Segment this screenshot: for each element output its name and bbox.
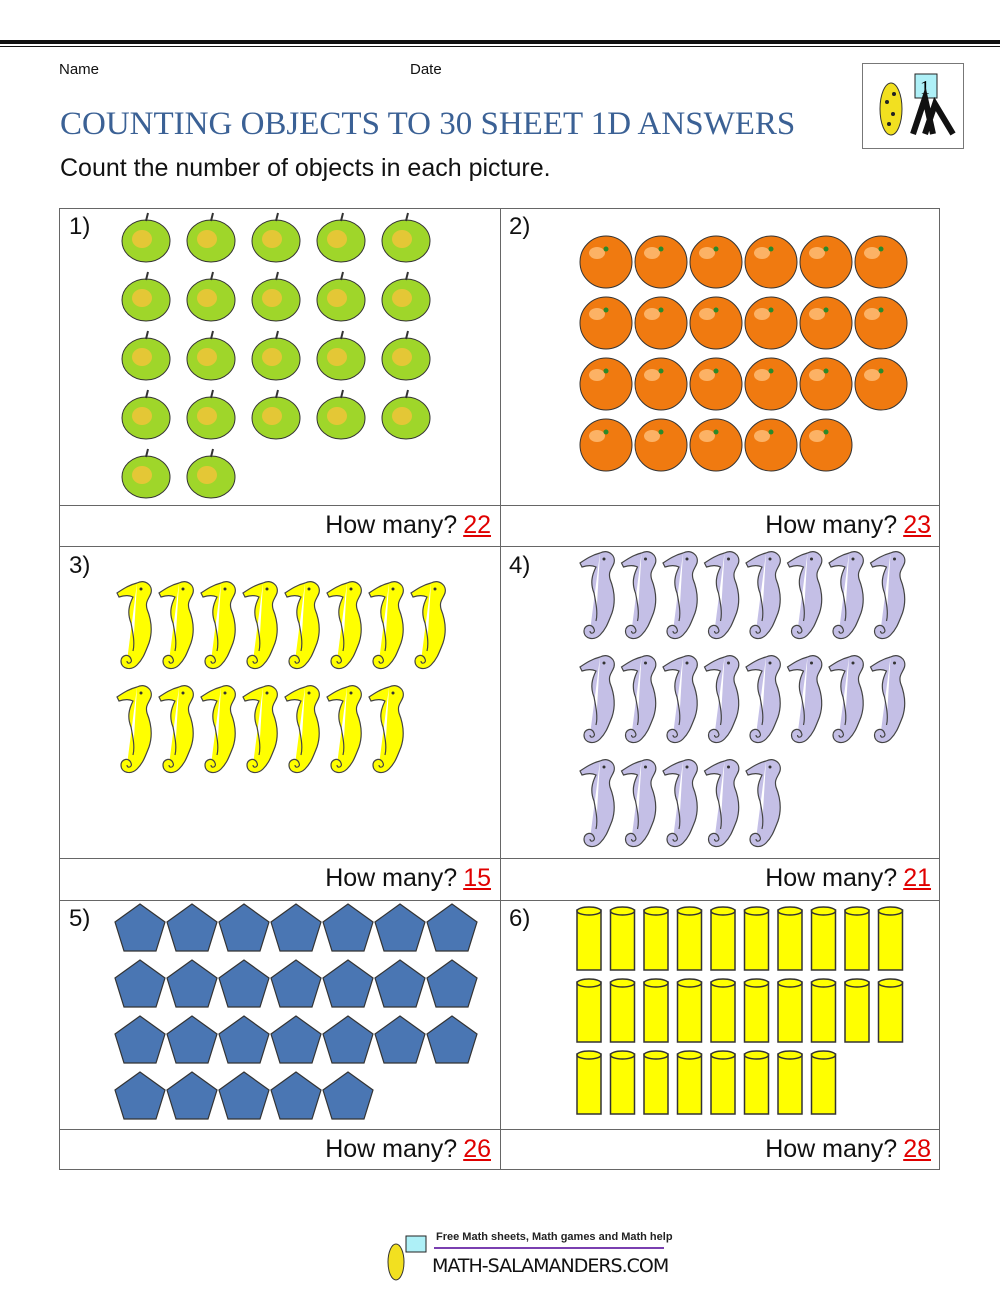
page-title: COUNTING OBJECTS TO 30 SHEET 1D ANSWERS <box>60 106 796 142</box>
apple-icon <box>317 272 365 321</box>
pentagon-icon <box>167 960 217 1007</box>
problem-number: 6) <box>509 905 531 932</box>
cylinder-icon <box>644 907 668 970</box>
problem-number: 1) <box>69 213 91 240</box>
salamander-logo-icon <box>862 63 964 149</box>
pentagon-icon <box>271 1016 321 1063</box>
pentagon-icon <box>323 904 373 951</box>
orange-icon <box>745 419 797 471</box>
seahorse-icon <box>705 760 739 847</box>
problem-number: 5) <box>69 905 91 932</box>
apple-icon <box>317 331 365 380</box>
cylinder-icon <box>678 979 702 1042</box>
pentagon-icon <box>323 960 373 1007</box>
apple-icon <box>252 331 300 380</box>
apple-icon <box>382 331 430 380</box>
answer-line <box>765 1133 931 1165</box>
seahorse-icon <box>622 656 656 743</box>
pentagon-icon <box>271 904 321 951</box>
orange-icon <box>690 297 742 349</box>
orange-icon <box>855 236 907 288</box>
seahorse-icon <box>788 552 822 639</box>
answer-value: 26 <box>463 1135 491 1163</box>
pentagon-icon <box>323 1016 373 1063</box>
orange-icon <box>800 297 852 349</box>
orange-icon <box>800 236 852 288</box>
question-label: How many? <box>765 864 898 892</box>
salamander-footer-icon <box>380 1232 430 1284</box>
problem-number: 2) <box>509 213 531 240</box>
cylinder-icon <box>879 979 903 1042</box>
pentagon-icon <box>271 960 321 1007</box>
seahorse-icon <box>580 552 614 639</box>
pentagon-icon <box>167 1072 217 1119</box>
apple-icon <box>317 213 365 262</box>
apple-icon <box>317 390 365 439</box>
problem-number: 4) <box>509 552 531 579</box>
seahorse-icon <box>746 760 780 847</box>
orange-icon <box>580 236 632 288</box>
seahorse-icon <box>622 760 656 847</box>
seahorse-icon <box>746 552 780 639</box>
pentagon-icon <box>115 1072 165 1119</box>
seahorse-icon <box>411 582 445 669</box>
cylinder-icon <box>577 1051 601 1114</box>
orange-icon <box>855 358 907 410</box>
apple-icon <box>187 390 235 439</box>
seahorse-icon <box>243 582 277 669</box>
seahorse-icon <box>285 686 319 773</box>
seahorse-icon <box>580 760 614 847</box>
cylinder-icon <box>611 1051 635 1114</box>
pentagon-icon <box>427 904 477 951</box>
apple-icon <box>187 331 235 380</box>
orange-icon <box>745 236 797 288</box>
problem-number: 3) <box>69 552 91 579</box>
apple-icon <box>382 213 430 262</box>
seahorse-icon <box>705 656 739 743</box>
orange-icon <box>690 358 742 410</box>
cylinder-icon <box>678 1051 702 1114</box>
logo-badge: 1 <box>920 77 930 99</box>
seahorse-icon <box>663 760 697 847</box>
seahorse-icon <box>243 686 277 773</box>
seahorse-icon <box>871 552 905 639</box>
seahorse-icon <box>705 552 739 639</box>
cylinder-icon <box>745 1051 769 1114</box>
orange-icon <box>635 236 687 288</box>
pentagon-icon <box>375 1016 425 1063</box>
orange-icon <box>635 297 687 349</box>
orange-icon <box>855 297 907 349</box>
cylinder-icon <box>879 907 903 970</box>
answer-value: 21 <box>903 864 931 892</box>
seahorse-icon <box>159 582 193 669</box>
cylinder-icon <box>812 979 836 1042</box>
footer-site: MATH-SALAMANDERS.COM <box>432 1255 669 1277</box>
apple-icon <box>122 449 170 498</box>
seahorse-icon <box>369 686 403 773</box>
apple-icon <box>252 213 300 262</box>
cylinder-icon <box>577 979 601 1042</box>
pentagon-icon <box>167 1016 217 1063</box>
cylinder-icon <box>845 907 869 970</box>
pentagon-icon <box>323 1072 373 1119</box>
pentagon-icon <box>219 1016 269 1063</box>
question-label: How many? <box>325 511 458 539</box>
apple-icon <box>252 390 300 439</box>
apple-icon <box>122 272 170 321</box>
pentagon-icon <box>115 904 165 951</box>
apple-icon <box>382 272 430 321</box>
orange-icon <box>580 419 632 471</box>
seahorse-icon <box>622 552 656 639</box>
top-rule <box>0 40 1000 44</box>
cylinder-icon <box>711 979 735 1042</box>
question-label: How many? <box>765 1135 898 1163</box>
seahorse-icon <box>327 582 361 669</box>
pentagon-icon <box>271 1072 321 1119</box>
orange-icon <box>800 419 852 471</box>
instructions: Count the number of objects in each picture. <box>60 154 551 182</box>
answer-line <box>325 1133 491 1165</box>
seahorse-icon <box>580 656 614 743</box>
cylinder-icon <box>812 907 836 970</box>
objects-layer <box>60 209 939 1169</box>
pentagon-icon <box>219 960 269 1007</box>
orange-icon <box>635 419 687 471</box>
orange-icon <box>745 358 797 410</box>
date-label: Date <box>410 61 442 78</box>
seahorse-icon <box>746 656 780 743</box>
apple-icon <box>122 331 170 380</box>
seahorse-icon <box>285 582 319 669</box>
cylinder-icon <box>845 979 869 1042</box>
seahorse-icon <box>201 582 235 669</box>
pentagon-icon <box>219 904 269 951</box>
footer-divider <box>434 1247 664 1249</box>
seahorse-icon <box>871 656 905 743</box>
cylinder-icon <box>678 907 702 970</box>
orange-icon <box>745 297 797 349</box>
apple-icon <box>252 272 300 321</box>
cylinder-icon <box>778 907 802 970</box>
question-label: How many? <box>325 864 458 892</box>
answer-value: 23 <box>903 511 931 539</box>
cylinder-icon <box>644 1051 668 1114</box>
answer-line <box>325 862 491 894</box>
top-rule-thin <box>0 46 1000 47</box>
seahorse-icon <box>201 686 235 773</box>
pentagon-icon <box>167 904 217 951</box>
apple-icon <box>382 390 430 439</box>
answer-value: 28 <box>903 1135 931 1163</box>
orange-icon <box>635 358 687 410</box>
pentagon-icon <box>375 904 425 951</box>
seahorse-icon <box>117 582 151 669</box>
answer-value: 22 <box>463 511 491 539</box>
pentagon-icon <box>427 1016 477 1063</box>
problem-grid <box>59 208 940 1170</box>
cylinder-icon <box>611 907 635 970</box>
cylinder-icon <box>644 979 668 1042</box>
question-label: How many? <box>765 511 898 539</box>
cylinder-icon <box>711 1051 735 1114</box>
footer-tagline: Free Math sheets, Math games and Math help <box>436 1231 673 1243</box>
apple-icon <box>122 213 170 262</box>
seahorse-icon <box>829 552 863 639</box>
pentagon-icon <box>375 960 425 1007</box>
seahorse-icon <box>327 686 361 773</box>
question-label: How many? <box>325 1135 458 1163</box>
pentagon-icon <box>427 960 477 1007</box>
orange-icon <box>690 419 742 471</box>
cylinder-icon <box>778 979 802 1042</box>
seahorse-icon <box>829 656 863 743</box>
cylinder-icon <box>745 907 769 970</box>
pentagon-icon <box>115 960 165 1007</box>
seahorse-icon <box>369 582 403 669</box>
answer-line <box>765 862 931 894</box>
answer-line <box>765 509 931 541</box>
seahorse-icon <box>159 686 193 773</box>
orange-icon <box>580 358 632 410</box>
orange-icon <box>690 236 742 288</box>
footer-logo <box>380 1230 680 1286</box>
cylinder-icon <box>745 979 769 1042</box>
orange-icon <box>800 358 852 410</box>
answer-value: 15 <box>463 864 491 892</box>
orange-icon <box>580 297 632 349</box>
apple-icon <box>187 213 235 262</box>
cylinder-icon <box>577 907 601 970</box>
cylinder-icon <box>778 1051 802 1114</box>
pentagon-icon <box>115 1016 165 1063</box>
seahorse-icon <box>117 686 151 773</box>
seahorse-icon <box>663 552 697 639</box>
name-label: Name <box>59 61 100 78</box>
seahorse-icon <box>788 656 822 743</box>
pentagon-icon <box>219 1072 269 1119</box>
apple-icon <box>122 390 170 439</box>
cylinder-icon <box>711 907 735 970</box>
cylinder-icon <box>812 1051 836 1114</box>
apple-icon <box>187 449 235 498</box>
apple-icon <box>187 272 235 321</box>
cylinder-icon <box>611 979 635 1042</box>
answer-line <box>325 509 491 541</box>
seahorse-icon <box>663 656 697 743</box>
